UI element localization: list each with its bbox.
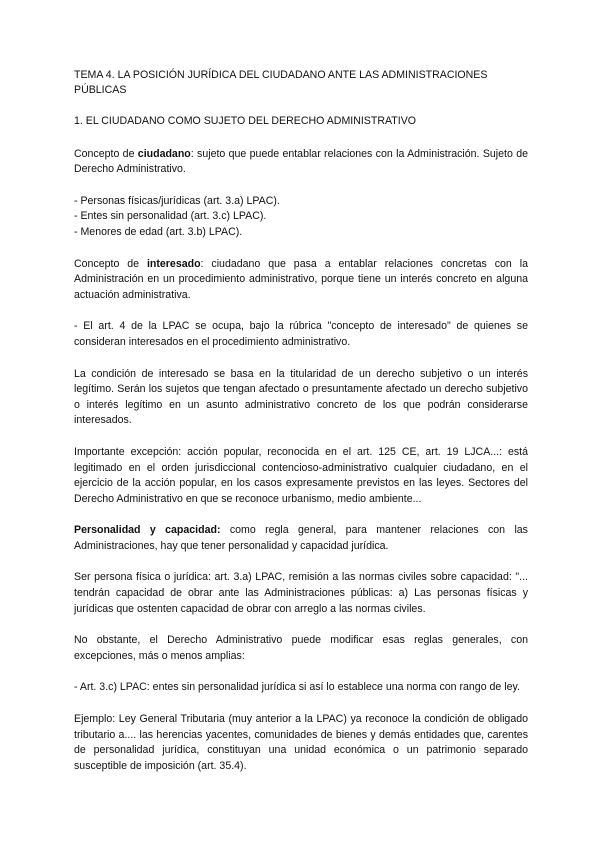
subject-list [74, 194, 528, 241]
paragraph-ciudadano [74, 147, 528, 178]
list-item: - Menores de edad (art. 3.b) LPAC). [74, 225, 243, 238]
paragraph-no-obstante: No obstante, el Derecho Administrativo puede modificar esas reglas generales, con excepciones, más o menos amplias: [74, 634, 528, 662]
concept-text: : ciudadano que pasa a entablar relaciones concretas con la Administración en un procedimiento administrativo, porque tiene un interés concreto en alguna actuación administrativa. [74, 257, 528, 301]
paragraph-personalidad [74, 523, 528, 554]
term-interesado: interesado [146, 257, 201, 270]
paragraph-interesado [74, 257, 528, 304]
paragraph-art4: - El art. 4 de la LPAC se ocupa, bajo la rúbrica "concepto de interesado" de quienes se consideran interesados en el procedimiento administrativo. [74, 320, 528, 348]
paragraph-condicion-interesado: La condición de interesado se basa en la titularidad de un derecho subjetivo o un interés legítimo. Serán los sujetos que tengan afectado o presuntamente afectado un derecho subjetivo o interés legítimo en un asunto administrativo concreto de los que podrán considerarse interesados. [74, 367, 528, 427]
concept-prefix: Concepto de [74, 257, 147, 270]
paragraph-accion-popular: Importante excepción: acción popular, reconocida en el art. 125 CE, art. 19 LJCA...: está legitimado en el orden jurisdiccional contencioso-administrativo cualquier ciudadano, en el ejercicio de la acción popular, en los casos expresamente previstos en las leyes. Sectores del Derecho Administrativo en que se reconoce urbanismo, medio ambiente... [74, 445, 528, 505]
term-personalidad: Personalidad y capacidad: [74, 524, 221, 537]
list-item: - Entes sin personalidad (art. 3.c) LPAC). [74, 210, 267, 223]
paragraph-persona-fisica: Ser persona física o jurídica: art. 3.a) LPAC, remisión a las normas civiles sobre capacidad: "... tendrán capacidad de obrar ante las Administraciones públicas: a) Las personas físicas y jurídicas que ostenten capacidad de obrar con arreglo a las normas civiles. [74, 571, 528, 615]
document-title: TEMA 4. LA POSICIÓN JURÍDICA DEL CIUDADANO ANTE LAS ADMINISTRACIONES PÚBLICAS [74, 69, 488, 96]
term-ciudadano: ciudadano [137, 147, 191, 160]
paragraph-art3c: - Art. 3.c) LPAC: entes sin personalidad jurídica si así lo establece una norma con rango de ley. [74, 681, 520, 694]
concept-text: : sujeto que puede entablar relaciones con la Administración. Sujeto de Derecho Administrativo. [74, 147, 528, 176]
document-page [74, 68, 528, 790]
concept-prefix: Concepto de [74, 147, 138, 160]
list-item: - Personas físicas/jurídicas (art. 3.a) LPAC). [74, 194, 280, 207]
section-heading: 1. EL CIUDADANO COMO SUJETO DEL DERECHO ADMINISTRATIVO [74, 115, 416, 127]
concept-text: como regla general, para mantener relaciones con las Administraciones, hay que tener personalidad y capacidad jurídica. [74, 524, 528, 552]
paragraph-ejemplo: Ejemplo: Ley General Tributaria (muy anterior a la LPAC) ya reconoce la condición de obligado tributario a.... las herencias yacentes, comunidades de bienes y demás entidades que, carentes de personalidad jurídica, constituyan una unidad económica o un patrimonio separado susceptible de imposición (art. 35.4). [74, 713, 528, 772]
